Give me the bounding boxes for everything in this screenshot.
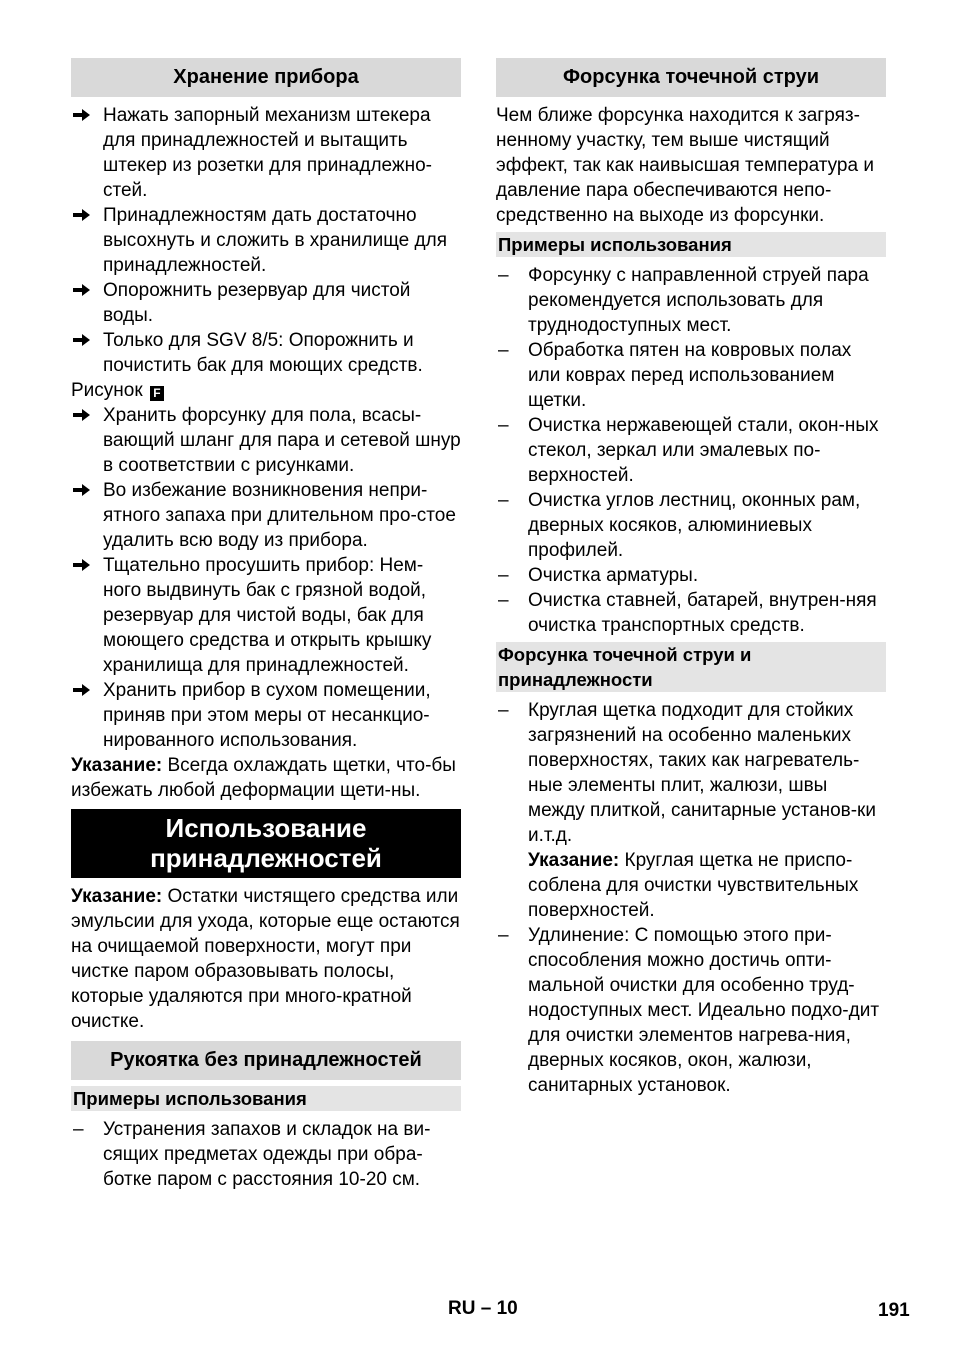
dash-marker: – (73, 1119, 84, 1140)
arrow-right-icon (71, 103, 95, 128)
arrow-right-icon (71, 478, 95, 503)
list-item: – Очистка нержавеющей стали, окон-ных стекол, зеркал или эмалевых по-верхностей. (498, 415, 879, 486)
list-item: – Удлинение: С помощью этого при-способления можно достичь опти-мальной очистки для особенно труд-нодоступных мест. Идеально подхо-дит для очистки элементов нагрева-ния, дверных косяков, окон, жалюзи, санитарных установок. (498, 925, 880, 1096)
figure-f-icon: F (150, 386, 164, 401)
list-item: – Очистка углов лестниц, оконных рам, дверных косяков, алюминиевых профилей. (498, 490, 861, 561)
dash-marker: – (498, 265, 509, 286)
list-item: Тщательно просушить прибор: Нем-ного выдвинуть бак с грязной водой, резервуар для чистой воды, бак для моющего средства и открыть крышку хранилища для принадлежностей. (71, 553, 461, 678)
dash-marker: – (498, 490, 509, 511)
dash-marker: – (498, 340, 509, 361)
list-item: – Форсунку с направленной струей пара рекомендуется использовать для труднодоступных мест. (498, 265, 869, 336)
list-item: Хранить прибор в сухом помещении, приняв при этом меры от несанкцио-нированного использования. (71, 678, 461, 753)
list-item: Принадлежностям дать достаточно высохнуть и сложить в хранилище для принадлежностей. (71, 203, 461, 278)
arrow-right-icon (71, 328, 95, 353)
nozzle-accessories-heading: Форсунка точечной струи и принадлежности (496, 642, 886, 692)
list-item: Во избежание возникновения непри-ятного запаха при длительном про-стое удалить всю воду из прибора. (71, 478, 461, 553)
nozzle-accessories-list (496, 698, 886, 1098)
list-item: – Очистка ставней, батарей, внутрен-няя очистка транспортных средств. (498, 590, 877, 636)
storage-heading: Хранение прибора (71, 58, 461, 97)
note-cool-brushes: Указание: Всегда охлаждать щетки, что-бы избежать любой деформации щети-ны. (71, 755, 456, 801)
list-item: – Очистка арматуры. (498, 565, 699, 586)
list-item: Хранить форсунку для пола, всасы-вающий шланг для пара и сетевой шнур в соответствии с рисунками. (71, 403, 461, 478)
right-column (496, 58, 886, 1098)
list-item: – Обработка пятен на ковровых полах или коврах перед использованием щетки. (498, 340, 852, 411)
list-item: Только для SGV 8/5: Опорожнить и почистить бак для моющих средств. (71, 328, 461, 378)
arrow-right-icon (71, 403, 95, 428)
storage-steps-list-2 (71, 403, 461, 753)
arrow-right-icon (71, 278, 95, 303)
page-number: 191 (878, 1300, 910, 1321)
nozzle-description: Чем ближе форсунка находится к загряз-ненному участку, тем выше чистящий эффект, так как наивысшая температура и давление пара обеспечиваются непо-средственно на выходе из форсунки. (496, 105, 874, 226)
arrow-right-icon (71, 678, 95, 703)
note-residue: Указание: Остатки чистящего средства или эмульсии для ухода, которые еще остаются на очищаемой поверхности, могут при чистке паром образовывать полосы, которые удаляются при много-кратной очистке. (71, 886, 460, 1032)
accessories-heading: Использование принадлежностей (71, 809, 461, 878)
dash-marker: – (498, 565, 509, 586)
dash-marker: – (498, 590, 509, 611)
round-brush-note: Указание: Круглая щетка не приспо-соблена для очистки чувствительных поверхностей. (528, 850, 859, 921)
examples-list (496, 263, 886, 638)
dash-marker: – (498, 925, 509, 946)
handle-examples-list (71, 1117, 461, 1192)
left-column (71, 58, 461, 1192)
examples-heading: Примеры использования (496, 232, 886, 257)
arrow-right-icon (71, 203, 95, 228)
list-item: – Круглая щетка подходит для стойких загрязнений на особенно маленьких поверхностях, таких как нагреватель-ные элементы плит, жалюзи, швы между плиткой, санитарные установ-ки и.т.д. Указание: Круглая щетка не приспо-соблена для очистки чувствительных поверхностей. (496, 698, 886, 923)
footer-section-label: RU – 10 (448, 1298, 518, 1319)
storage-steps-list (71, 103, 461, 378)
figure-reference: Рисунок F (71, 378, 461, 403)
list-item: – Устранения запахов и складок на ви-сящих предметах одежды при обра-ботке паром с расстояния 10-20 см. (73, 1119, 431, 1190)
handle-heading: Рукоятка без принадлежностей (71, 1041, 461, 1080)
handle-examples-heading: Примеры использования (71, 1086, 461, 1111)
dash-marker: – (498, 415, 509, 436)
list-item: Опорожнить резервуар для чистой воды. (71, 278, 461, 328)
dash-marker: – (498, 700, 509, 721)
arrow-right-icon (71, 553, 95, 578)
nozzle-heading: Форсунка точечной струи (496, 58, 886, 97)
list-item: Нажать запорный механизм штекера для принадлежностей и вытащить штекер из розетки для принадлежно-стей. (71, 103, 461, 203)
